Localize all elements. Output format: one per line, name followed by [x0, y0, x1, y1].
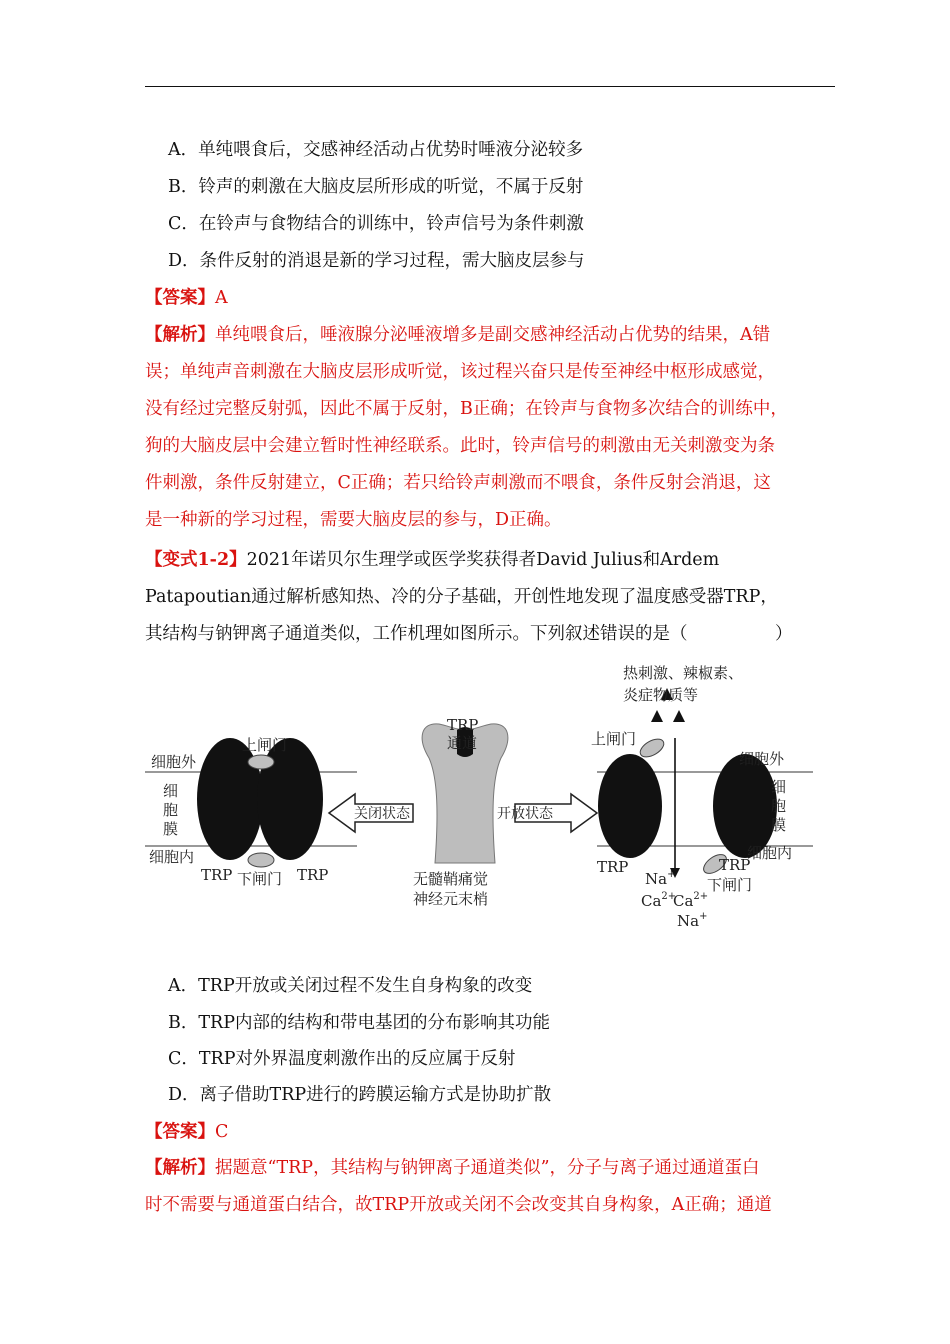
left-trp-label-b: TRP — [297, 866, 329, 884]
q1-answer-tag: 【答案】 — [145, 288, 215, 308]
left-upper-gate-shape — [248, 755, 274, 769]
right-outside-label: 细胞外 — [739, 750, 785, 768]
q1-answer — [145, 280, 835, 316]
right-membrane-label-3: 膜 — [771, 816, 787, 834]
center-channel-label: 通道 — [447, 734, 478, 752]
q2-answer-value: C — [215, 1122, 229, 1142]
q2-analysis-line-2: 时不需要与通道蛋白结合，故TRP开放或关闭不会改变其自身构象，A正确；通道 — [145, 1195, 772, 1215]
q1-analysis-line-1 — [145, 317, 835, 353]
q2-stem-line-2: Patapoutian通过解析感知热、冷的分子基础，开创性地发现了温度感受器TRP， — [145, 587, 778, 607]
right-trp-label-b: TRP — [719, 856, 751, 874]
right-inside-label: 细胞内 — [747, 844, 793, 862]
q2-analysis-text-1: 据题意“TRP，其结构与钠钾离子通道类似”，分子与离子通过通道蛋白 — [215, 1158, 760, 1178]
right-membrane-label-2: 胞 — [771, 797, 787, 815]
q2-tag: 【变式1-2】 — [145, 550, 247, 570]
stimulus-label-2: 炎症物质等 — [623, 686, 699, 704]
left-lower-gate-shape — [248, 853, 274, 867]
ion-na-1: Na+ — [645, 869, 676, 888]
q1-option-b: B．铃声的刺激在大脑皮层所形成的听觉，不属于反射 — [168, 177, 584, 197]
q2-option-c: C．TRP对外界温度刺激作出的反应属于反射 — [168, 1049, 516, 1069]
q1-analysis-line-3: 没有经过完整反射弧，因此不属于反射，B正确；在铃声与食物多次结合的训练中， — [145, 399, 788, 419]
left-lower-gate-label: 下闸门 — [237, 870, 283, 888]
right-upper-gate-shape — [637, 735, 667, 760]
left-outside-label: 细胞外 — [151, 753, 197, 771]
q1-analysis-line-6: 是一种新的学习过程，需要大脑皮层的参与，D正确。 — [145, 510, 562, 530]
left-membrane-label-1: 细 — [163, 782, 179, 800]
q1-analysis-line-5: 件刺激，条件反射建立，C正确；若只给铃声刺激而不喂食，条件反射会消退，这 — [145, 473, 771, 493]
left-membrane-label-2: 胞 — [163, 801, 179, 819]
closed-state-label: 关闭状态 — [354, 806, 410, 822]
q1-analysis-text-1: 单纯喂食后，唾液腺分泌唾液增多是副交感神经活动占优势的结果，A错 — [215, 325, 771, 345]
q2-stem-line-1 — [145, 542, 835, 578]
right-lower-gate-label: 下闸门 — [707, 876, 753, 894]
q1-analysis-line-2: 误；单纯声音刺激在大脑皮层形成听觉，该过程兴奋只是传至神经中枢形成感觉， — [145, 362, 775, 382]
q1-option-d: D．条件反射的消退是新的学习过程，需大脑皮层参与 — [168, 251, 585, 271]
q1-answer-value: A — [215, 288, 228, 308]
center-trp-label: TRP — [447, 716, 479, 734]
right-trp-subunit-b — [713, 754, 777, 858]
ion-ca-1: $Ca^{2+}$ — [641, 891, 677, 910]
ion-ca-2: $Ca^{2+}$ — [673, 891, 709, 910]
q2-answer-tag: 【答案】 — [145, 1122, 215, 1142]
left-membrane-label-3: 膜 — [163, 820, 179, 838]
open-state-label: 开放状态 — [497, 806, 553, 822]
q1-option-a: A．单纯喂食后，交感神经活动占优势时唾液分泌较多 — [168, 140, 584, 160]
q2-stem-text-1: 2021年诺贝尔生理学或医学奖获得者David Julius和Ardem — [246, 550, 720, 570]
q1-analysis-line-4: 狗的大脑皮层中会建立暂时性神经联系。此时，铃声信号的刺激由无关刺激变为条 — [145, 436, 775, 456]
stimulus-triangle-3 — [673, 710, 685, 722]
header-rule — [145, 86, 835, 87]
right-trp-subunit-a — [598, 754, 662, 858]
ion-na-2: Na+ — [677, 911, 708, 930]
q2-answer — [145, 1114, 835, 1150]
right-upper-gate-label: 上闸门 — [591, 730, 637, 748]
center-caption-1: 无髓鞘痛觉 — [413, 870, 489, 888]
q2-analysis-line-1 — [145, 1150, 835, 1186]
left-inside-label: 细胞内 — [149, 848, 195, 866]
left-trp-label-a: TRP — [201, 866, 233, 884]
q2-analysis-tag: 【解析】 — [145, 1158, 215, 1178]
stimulus-label-1: 热刺激、辣椒素、 — [623, 664, 744, 682]
q2-option-d: D．离子借助TRP进行的跨膜运输方式是协助扩散 — [168, 1085, 552, 1105]
trp-mechanism-diagram — [145, 658, 835, 938]
right-membrane-label-1: 细 — [771, 778, 787, 796]
q2-option-a: A．TRP开放或关闭过程不发生自身构象的改变 — [168, 976, 533, 996]
q1-option-c: C．在铃声与食物结合的训练中，铃声信号为条件刺激 — [168, 214, 584, 234]
stimulus-triangle-2 — [651, 710, 663, 722]
q2-stem-line-3: 其结构与钠钾离子通道类似，工作机理如图所示。下列叙述错误的是（ ） — [145, 624, 793, 644]
center-caption-2: 神经元末梢 — [413, 890, 489, 908]
left-upper-gate-label: 上闸门 — [242, 736, 288, 754]
q2-option-b: B．TRP内部的结构和带电基团的分布影响其功能 — [168, 1013, 550, 1033]
q1-analysis-tag: 【解析】 — [145, 325, 215, 345]
right-trp-label-a: TRP — [597, 858, 629, 876]
